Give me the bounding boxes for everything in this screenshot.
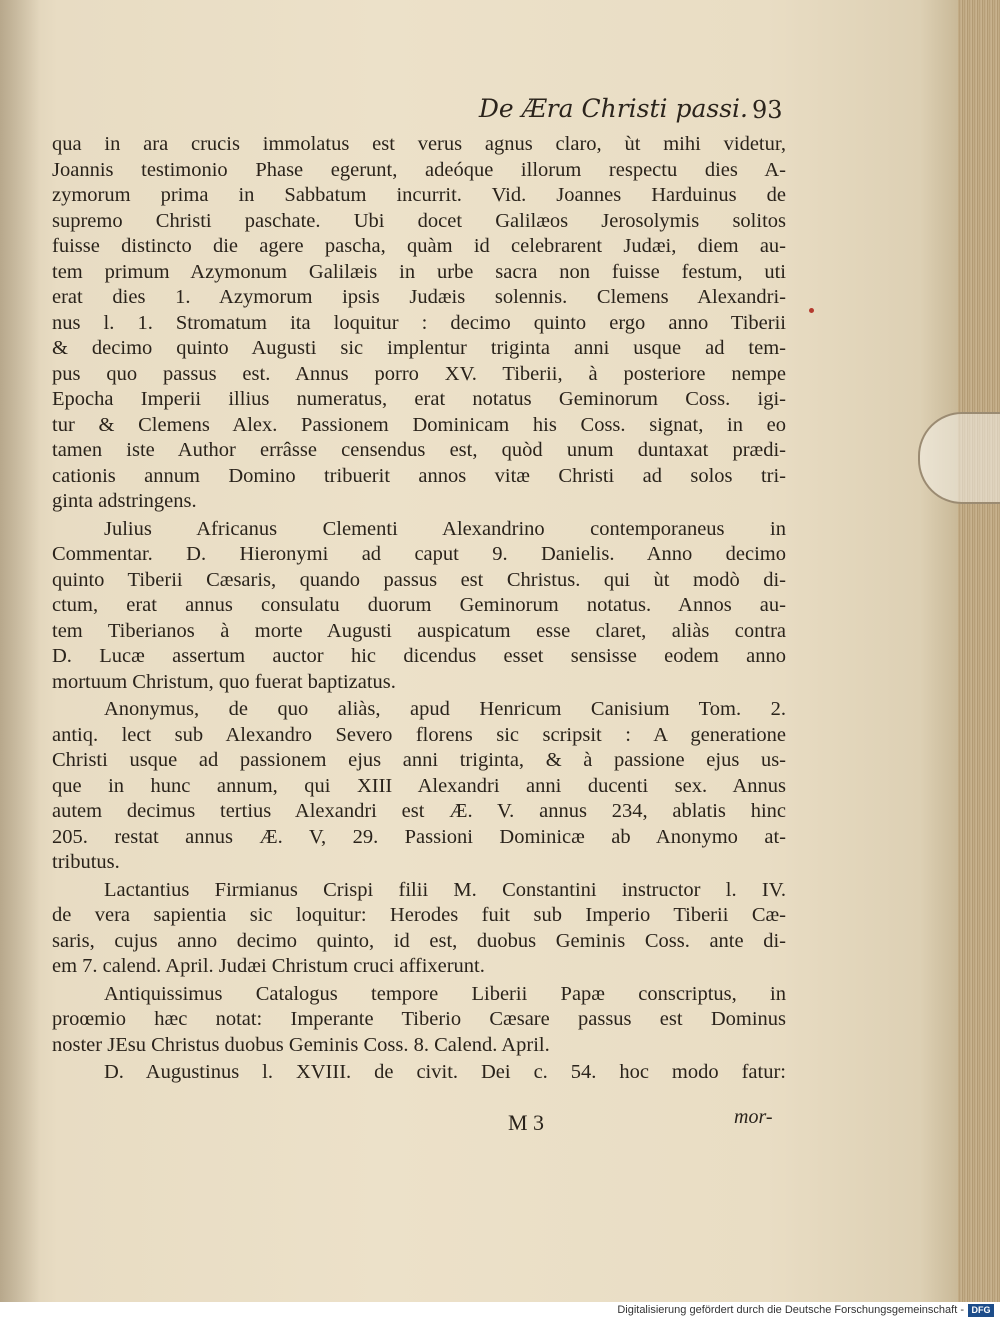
text-line: tem Tiberianos à morte Augusti auspicatum esse claret, aliàs contra [52,619,786,642]
catchword: mor- [734,1106,773,1128]
text-line: em 7. calend. April. Judæi Christum cruci affixerunt. [52,955,485,977]
text-line: Christi usque ad passionem ejus anni triginta, & à passione ejus us- [52,749,786,771]
text-line: D. Augustinus l. XVIII. de civit. Dei c. 54. hoc modo fatur: [104,1061,786,1083]
text-line: ginta adstringens. [52,490,197,512]
margin-ink-dot [809,308,814,313]
text-line: supremo Christi paschate. Ubi docet Galilæos Jerosolymis solitos [52,209,786,232]
text-line: & decimo quinto Augusti sic implentur triginta anni usque ad tem- [52,337,786,359]
text-line: Epocha Imperii illius numeratus, erat notatus Geminorum Coss. igi- [52,388,786,410]
text-line: 205. restat annus Æ. V, 29. Passioni Dominicæ ab Anonymo at- [52,825,786,848]
text-line: de vera sapientia sic loquitur: Herodes fuit sub Imperio Tiberii Cæ- [52,904,786,926]
text-line: Anonymus, de quo aliàs, apud Henricum Canisium Tom. 2. [104,698,786,720]
digitization-footer [0,1302,1000,1320]
text-line: que in hunc annum, qui XIII Alexandri anni ducenti sex. Annus [52,774,786,797]
signature-mark: M 3 [508,1110,545,1135]
text-line: tur & Clemens Alex. Passionem Dominicam his Coss. signat, in eo [52,413,786,436]
funding-credit: Digitalisierung gefördert durch die Deutsche Forschungsgemeinschaft - [617,1304,964,1316]
text-line: tamen iste Author errâsse censendus est, quòd unum duntaxat prædi- [52,439,786,461]
text-line: pus quo passus est. Annus porro XV. Tiberii, à posteriore nempe [52,362,786,385]
thumb-tab-marker [918,412,1000,504]
text-line: qua in ara crucis immolatus est verus agnus claro, ùt mihi videtur, [52,133,786,155]
text-line: tem primum Azymonum Galilæis in urbe sacra non fuisse festum, uti [52,260,786,283]
dfg-logo-badge: DFG [968,1304,994,1317]
text-line: nus l. 1. Stromatum ita loquitur : decimo quinto ergo anno Tiberii [52,311,786,334]
gutter-shadow [0,0,40,1302]
text-line: tributus. [52,851,120,873]
text-line: erat dies 1. Azymorum ipsis Judæis solennis. Clemens Alexandri- [52,286,786,308]
text-line: Joannis testimonio Phase egerunt, adeóque illorum respectu dies A- [52,158,786,181]
running-title: De Æra Christi passi. [478,94,748,123]
text-line: zymorum prima in Sabbatum incurrit. Vid. Joannes Harduinus de [52,184,786,206]
page-number: 93 [752,96,783,124]
text-line: cationis annum Domino tribuerit annos vitæ Christi ad solos tri- [52,464,786,487]
text-line: noster JEsu Christus duobus Geminis Coss. 8. Calend. April. [52,1033,550,1056]
text-line: ctum, erat annus consulatu duorum Geminorum notatus. Annos au- [52,594,786,616]
text-line: autem decimus tertius Alexandri est Æ. V. annus 234, ablatis hinc [52,800,786,822]
body-text [52,132,786,1086]
text-line: saris, cujus anno decimo quinto, id est, duobus Geminis Coss. ante di- [52,929,786,952]
text-line: Commentar. D. Hieronymi ad caput 9. Danielis. Anno decimo [52,543,786,565]
text-line: D. Lucæ assertum auctor hic dicendus esset sensisse eodem anno [52,645,786,667]
text-line: mortuum Christum, quo fuerat baptizatus. [52,670,396,693]
text-line: proœmio hæc notat: Imperante Tiberio Cæsare passus est Dominus [52,1008,786,1030]
text-line: quinto Tiberii Cæsaris, quando passus est Christus. qui ùt modò di- [52,568,786,591]
text-line: Julius Africanus Clementi Alexandrino contemporaneus in [104,517,786,540]
text-line: Lactantius Firmianus Crispi filii M. Constantini instructor l. IV. [104,878,786,901]
text-line: Antiquissimus Catalogus tempore Liberii Papæ conscriptus, in [104,982,786,1005]
text-line: antiq. lect sub Alexandro Severo florens sic scripsit : A generatione [52,723,786,746]
book-page-edges [958,0,1000,1302]
text-line: fuisse distincto die agere pascha, quàm id celebrarent Judæi, diem au- [52,235,786,257]
